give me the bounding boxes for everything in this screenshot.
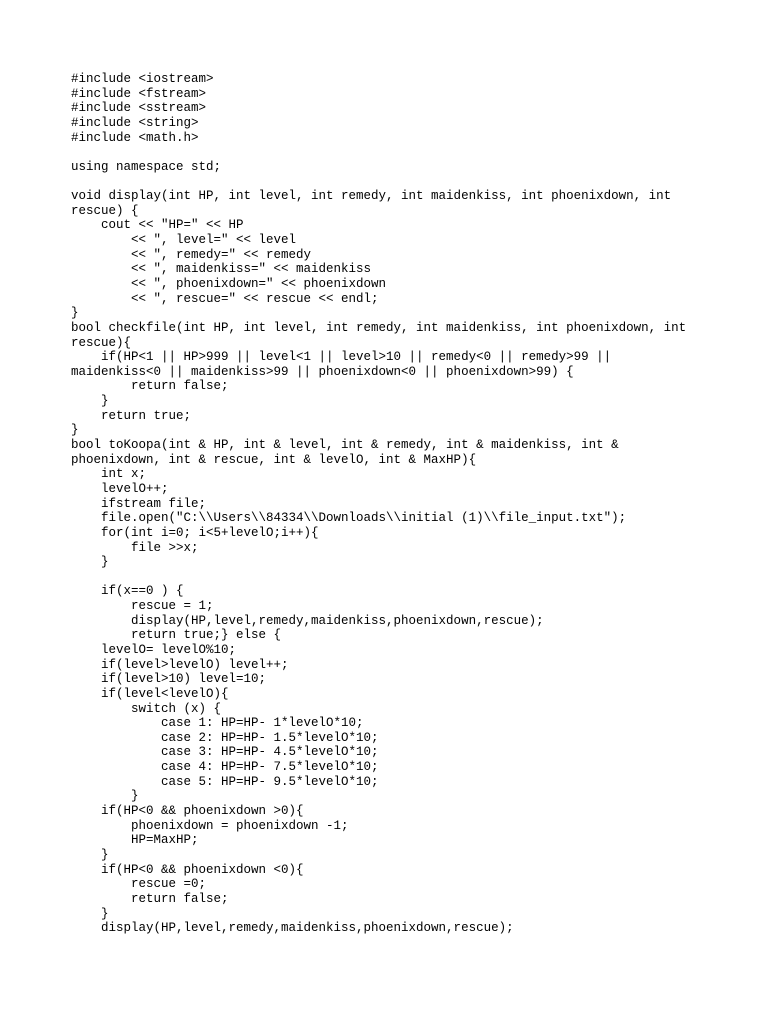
code-line: levelO++; — [71, 481, 169, 496]
code-line: << ", phoenixdown=" << phoenixdown — [71, 276, 387, 291]
code-line: phoenixdown, int & rescue, int & levelO, int & MaxHP){ — [71, 452, 477, 467]
code-line: file >>x; — [71, 540, 199, 555]
code-line: phoenixdown = phoenixdown -1; — [71, 818, 349, 833]
code-line: case 5: HP=HP- 9.5*levelO*10; — [71, 774, 379, 789]
code-line: rescue = 1; — [71, 599, 214, 614]
code-line: case 1: HP=HP- 1*levelO*10; — [71, 716, 364, 731]
code-line: rescue =0; — [71, 877, 207, 892]
code-line: << ", level=" << level — [71, 233, 297, 248]
code-line: display(HP,level,remedy,maidenkiss,phoenixdown,rescue); — [71, 921, 514, 936]
code-line: #include <iostream> — [71, 72, 214, 86]
code-line: } — [71, 789, 139, 804]
code-line: file.open("C:\\Users\\84334\\Downloads\\initial (1)\\file_input.txt"); — [71, 511, 627, 526]
code-line: } — [71, 906, 109, 921]
code-line: case 3: HP=HP- 4.5*levelO*10; — [71, 745, 379, 760]
code-line: void display(int HP, int level, int remedy, int maidenkiss, int phoenixdown, int — [71, 189, 672, 204]
code-line: #include <math.h> — [71, 130, 199, 145]
code-line: return false; — [71, 891, 229, 906]
code-line: } — [71, 423, 79, 438]
code-line: bool checkfile(int HP, int level, int remedy, int maidenkiss, int phoenixdown, int — [71, 320, 687, 335]
code-line: << ", maidenkiss=" << maidenkiss — [71, 262, 372, 277]
code-line: int x; — [71, 467, 147, 482]
code-line: return true;} else { — [71, 628, 282, 643]
code-line: switch (x) { — [71, 701, 222, 716]
code-line: ifstream file; — [71, 496, 207, 511]
code-line: levelO= levelO%10; — [71, 642, 237, 657]
code-line: } — [71, 847, 109, 862]
code-line: return true; — [71, 408, 192, 423]
code-line: if(HP<0 && phoenixdown <0){ — [71, 862, 304, 877]
code-line: if(level>levelO) level++; — [71, 657, 289, 672]
code-line: cout << "HP=" << HP — [71, 218, 244, 233]
code-block — [71, 72, 711, 936]
code-line: case 2: HP=HP- 1.5*levelO*10; — [71, 730, 379, 745]
code-line: case 4: HP=HP- 7.5*levelO*10; — [71, 760, 379, 775]
code-line: HP=MaxHP; — [71, 833, 199, 848]
code-line: #include <string> — [71, 115, 199, 130]
code-line: } — [71, 394, 109, 409]
code-line: using namespace std; — [71, 159, 222, 174]
code-line: if(HP<0 && phoenixdown >0){ — [71, 804, 304, 819]
code-line: if(level>10) level=10; — [71, 672, 267, 687]
code-line: #include <fstream> — [71, 86, 207, 101]
code-line — [71, 174, 711, 189]
code-line: if(x==0 ) { — [71, 584, 184, 599]
code-line: return false; — [71, 379, 229, 394]
code-line: display(HP,level,remedy,maidenkiss,phoenixdown,rescue); — [71, 613, 544, 628]
code-line: maidenkiss<0 || maidenkiss>99 || phoenixdown<0 || phoenixdown>99) { — [71, 364, 574, 379]
code-line: #include <sstream> — [71, 101, 207, 116]
code-line: if(HP<1 || HP>999 || level<1 || level>10 || remedy<0 || remedy>99 || — [71, 350, 612, 365]
code-line: } — [71, 555, 109, 570]
code-line — [71, 145, 711, 160]
code-line: bool toKoopa(int & HP, int & level, int & remedy, int & maidenkiss, int & — [71, 438, 619, 453]
code-line: if(level<levelO){ — [71, 686, 229, 701]
code-line — [71, 570, 711, 585]
code-line: for(int i=0; i<5+levelO;i++){ — [71, 525, 319, 540]
code-line: } — [71, 306, 79, 321]
code-line: rescue){ — [71, 335, 132, 350]
code-line: rescue) { — [71, 203, 139, 218]
code-line: << ", rescue=" << rescue << endl; — [71, 291, 379, 306]
code-line: << ", remedy=" << remedy — [71, 247, 312, 262]
